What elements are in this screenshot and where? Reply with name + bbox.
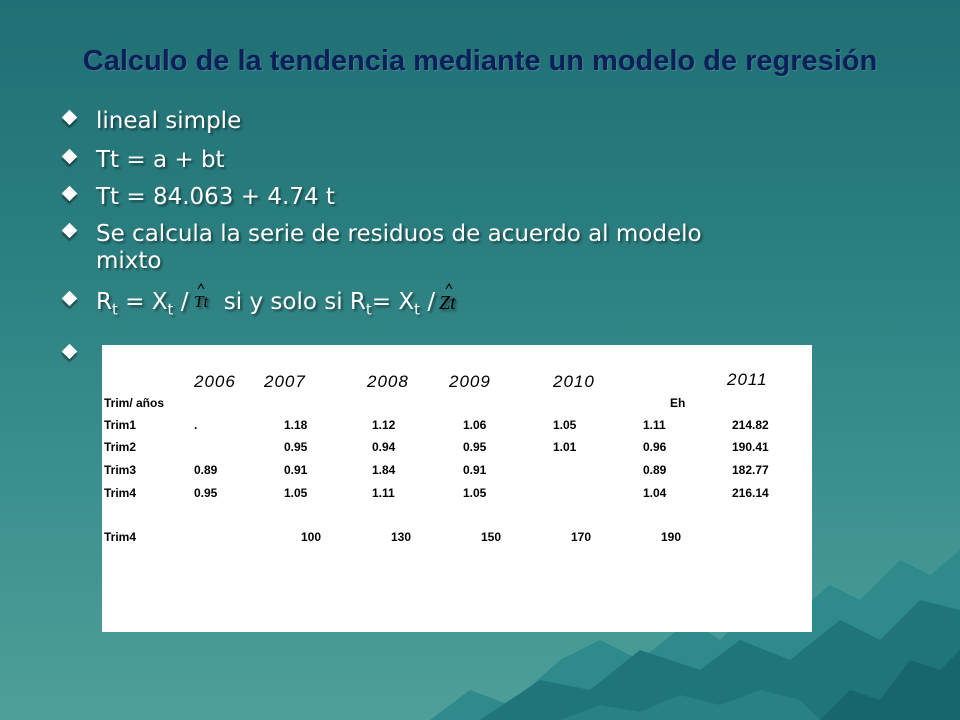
table-cell: 214.82 [732, 418, 769, 432]
table-cell: 100 [301, 530, 322, 544]
bullet-item [62, 221, 716, 275]
table-cell: 0.96 [643, 440, 667, 454]
year-header: 2010 [553, 372, 595, 391]
table-cell: 1.05 [284, 486, 308, 500]
table-cell: 1.06 [463, 418, 487, 432]
bullet-text: lineal simple [96, 108, 242, 134]
row-label: Trim4 [104, 530, 137, 544]
table-cell: 190.41 [732, 440, 769, 454]
year-header: 2008 [367, 372, 409, 391]
table-cell: 1.01 [553, 440, 577, 454]
table-cell: 130 [391, 530, 412, 544]
bullet-text: Tt = a + bt [96, 147, 225, 173]
table-cell: 1.05 [553, 418, 577, 432]
formula-text: $R_t = X_t$ / Tt si y solo si $R_t= X_t$ / Zt [96, 289, 463, 315]
table-cell: 1.18 [284, 418, 308, 432]
t-hat-symbol [188, 289, 216, 319]
table-cell: 182.77 [732, 463, 769, 477]
year-header: 2007 [264, 372, 306, 391]
slide-title: Calculo de la tendencia mediante un modelo de regresión [82, 45, 878, 77]
row-label: Trim1 [104, 418, 137, 432]
diamond-bullet-icon [62, 149, 78, 165]
table-cell: 1.84 [372, 463, 396, 477]
table-cell: 0.94 [372, 440, 396, 454]
row-label: Trim3 [104, 463, 137, 477]
table-cell: 170 [571, 530, 592, 544]
table-cell: 0.91 [463, 463, 487, 477]
bullet-list [62, 108, 762, 342]
table-cell: 0.95 [194, 486, 218, 500]
table-cell: 1.11 [372, 486, 395, 500]
table-cell: 0.95 [463, 440, 487, 454]
table-header-label: Trim/ años [104, 396, 165, 410]
table-cell: 1.05 [463, 486, 487, 500]
table-cell: 0.95 [284, 440, 308, 454]
diamond-bullet-icon [62, 223, 78, 239]
table-header-eh: Eh [670, 396, 686, 410]
table-cell: 150 [481, 530, 502, 544]
bullet-text: Tt = 84.063 + 4.74 t [96, 184, 335, 210]
table-cell: 1.11 [643, 418, 666, 432]
diamond-bullet-icon [62, 186, 78, 202]
year-header: 2011 [727, 370, 768, 389]
table-cell: 0.89 [194, 463, 218, 477]
year-header: 2006 [194, 372, 236, 391]
year-header: 2009 [449, 372, 491, 391]
table-cell: 190 [661, 530, 682, 544]
table-cell: 0.89 [643, 463, 667, 477]
z-hat-symbol [435, 289, 463, 319]
bullet-item [62, 147, 762, 174]
bullet-item [62, 184, 762, 211]
svg-text:Tt: Tt [194, 292, 209, 311]
data-table-image [102, 345, 812, 632]
table-cell: . [194, 418, 198, 432]
diamond-bullet-icon [62, 110, 78, 126]
table-cell: 1.04 [643, 486, 667, 500]
bullet-item [62, 289, 762, 324]
svg-text:Zt: Zt [439, 292, 456, 314]
row-label: Trim2 [104, 440, 137, 454]
row-label: Trim4 [104, 486, 137, 500]
bullet-text: Se calcula la serie de residuos de acuerdo al modelo mixto [96, 221, 702, 274]
diamond-bullet-icon [62, 291, 78, 307]
table-cell: 0.91 [284, 463, 308, 477]
table-cell: 216.14 [732, 486, 769, 500]
bullet-item [62, 108, 762, 135]
table-cell: 1.12 [372, 418, 396, 432]
